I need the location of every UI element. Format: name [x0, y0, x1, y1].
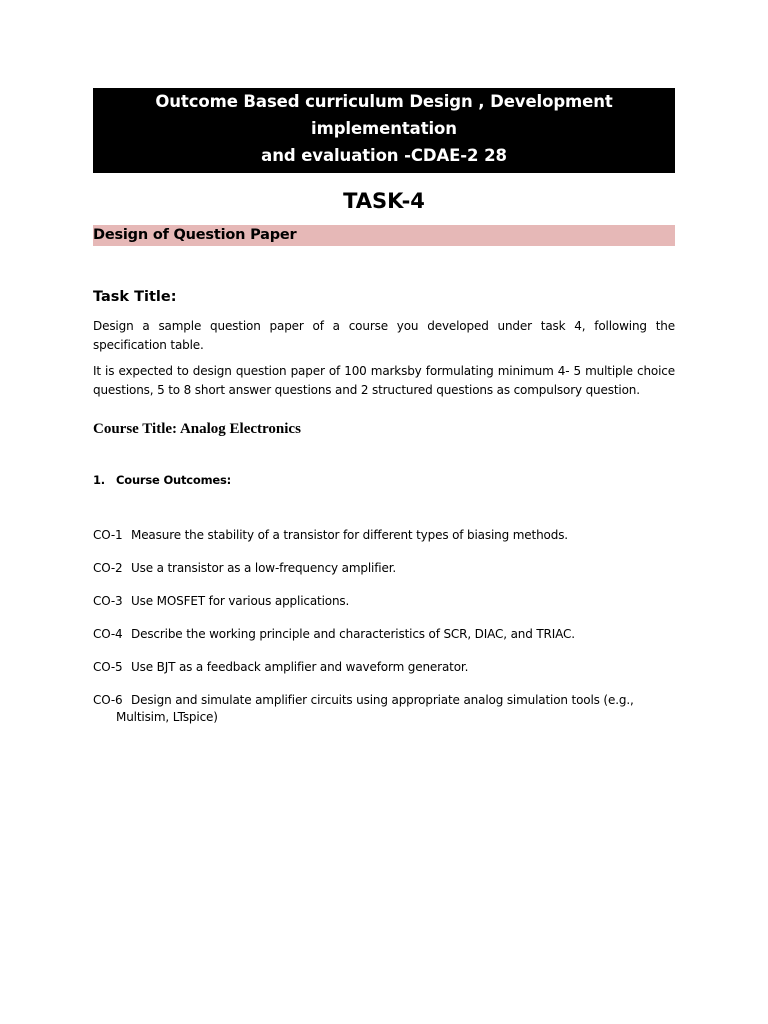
- co-code: CO-3: [93, 594, 123, 608]
- course-outcomes-list: [93, 527, 675, 726]
- task-description-paragraph-2: It is expected to design question paper of 100 marksby formulating minimum 4- 5 multiple choice questions, 5 to 8 short answer questions and 2 structured questions as compulsory question.: [93, 364, 675, 397]
- task-title-label: Task Title:: [93, 289, 177, 305]
- co-text: Measure the stability of a transistor for different types of biasing methods.: [131, 528, 568, 542]
- co-text: Use MOSFET for various applications.: [131, 594, 350, 608]
- header-banner: [93, 88, 675, 196]
- co-code: CO-1: [93, 528, 123, 542]
- co-code: CO-4: [93, 627, 123, 641]
- list-item: [93, 692, 675, 726]
- co-code: CO-5: [93, 660, 123, 674]
- outcomes-number: 1.: [93, 473, 105, 487]
- co-text: Design and simulate amplifier circuits using appropriate analog simulation tools (e.g., Multisim, LTspice): [116, 693, 634, 724]
- task-heading: TASK-4: [343, 189, 425, 213]
- course-outcomes-heading: [93, 472, 675, 488]
- header-line-2: and evaluation -CDAE-2 28: [261, 146, 507, 165]
- task-description-paragraph-1: Design a sample question paper of a course you developed under task 4, following the specification table.: [93, 319, 675, 352]
- header-date-prefix: July – 1: [285, 177, 351, 196]
- co-code: CO-2: [93, 561, 123, 575]
- course-title: Course Title: Analog Electronics: [93, 421, 301, 437]
- header-line-1: Outcome Based curriculum Design , Development implementation: [155, 92, 613, 138]
- list-item: [93, 659, 675, 676]
- co-code: CO-6: [93, 693, 123, 707]
- co-text: Describe the working principle and characteristics of SCR, DIAC, and TRIAC.: [131, 627, 575, 641]
- list-item: [93, 560, 675, 577]
- co-text: Use a transistor as a low-frequency amplifier.: [131, 561, 397, 575]
- list-item: [93, 593, 675, 610]
- document-page: [93, 88, 675, 742]
- list-item: [93, 626, 675, 643]
- section-title: Design of Question Paper: [93, 225, 675, 246]
- header-date-superscript: st: [350, 178, 361, 189]
- header-date-suffix: August 2025: [360, 177, 483, 196]
- list-item: [93, 527, 675, 544]
- co-text: Use BJT as a feedback amplifier and waveform generator.: [131, 660, 469, 674]
- outcomes-heading-text: Course Outcomes:: [116, 473, 232, 487]
